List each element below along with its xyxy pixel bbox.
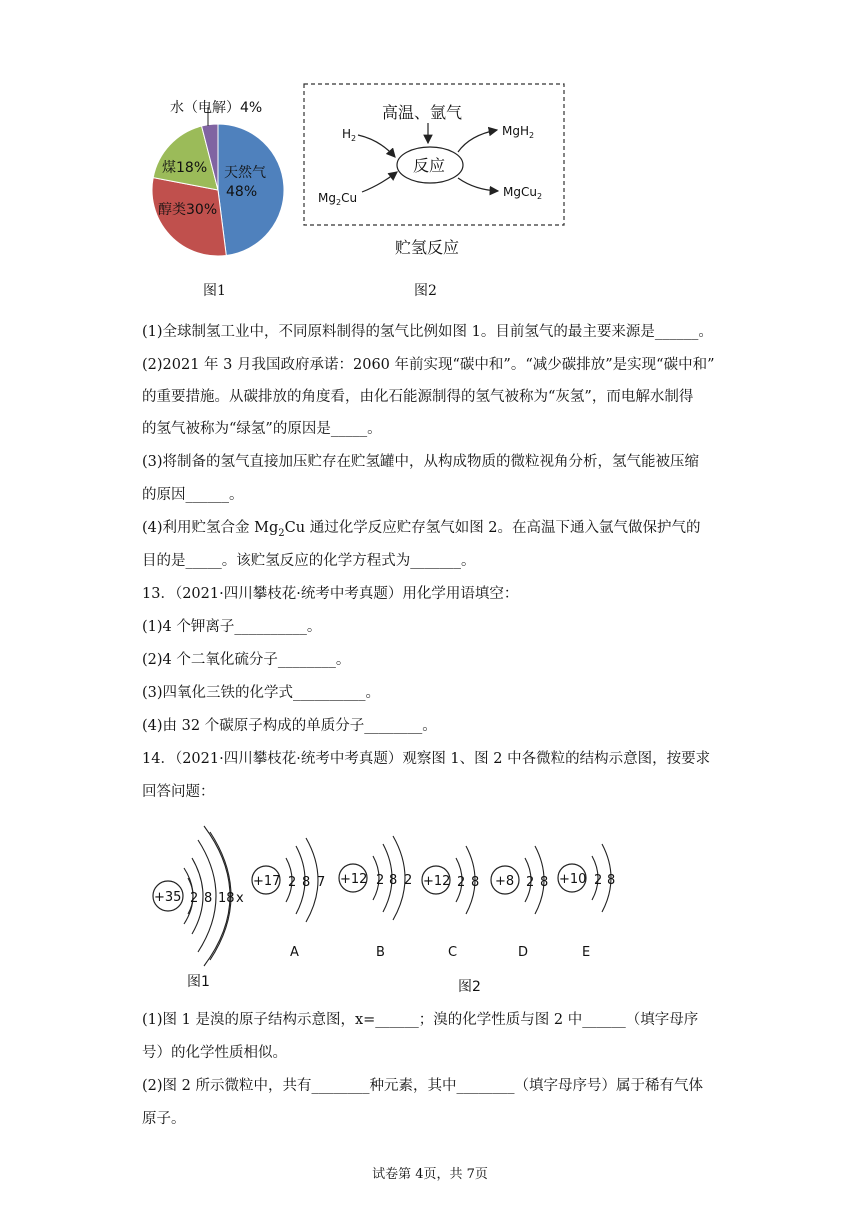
particle-d-diagram <box>491 846 548 960</box>
q12-part4-line1 <box>142 518 701 544</box>
particle-e-e2: 8 <box>607 873 616 888</box>
particle-d-e1: 2 <box>526 875 535 890</box>
particle-c-diagram <box>422 846 479 960</box>
pie-slices <box>152 124 284 256</box>
q13-part3: (3)四氧化三铁的化学式__________。 <box>142 685 381 701</box>
q13-part1: (1)4 个钾离子__________。 <box>142 619 322 635</box>
pie-label-water: 水（电解）4% <box>170 100 263 116</box>
particle-a-letter: A <box>290 945 299 960</box>
reaction-condition: 高温、氩气 <box>382 103 463 122</box>
figure1-caption: 图1 <box>203 283 226 299</box>
particle-d-e2: 8 <box>540 875 549 890</box>
particle-b-e1: 2 <box>376 873 385 888</box>
particle-b-diagram <box>339 836 412 960</box>
q12-part3-line2: 的原因______。 <box>142 487 244 503</box>
bromine-shell-e3: 18 <box>218 891 235 906</box>
bromine-atom-diagram <box>153 826 244 966</box>
q14-figure1-caption: 图1 <box>187 974 210 990</box>
q13-part2: (2)4 个二氧化硫分子________。 <box>142 652 351 668</box>
q14-figure2-caption: 图2 <box>458 979 481 995</box>
product-mgcu2: MgCu$_2$ <box>503 185 543 201</box>
product-mgh2: MgH$_2$ <box>502 124 535 140</box>
particle-c-charge: +12 <box>423 874 451 889</box>
pie-label-gas-name: 天然气 <box>224 165 266 181</box>
q14-atomic-structure-figure <box>140 818 640 998</box>
particle-b-e2: 8 <box>389 873 398 888</box>
particle-b-e3: 2 <box>404 873 413 888</box>
reactant-mg2cu: $Mg_2Cu$ <box>318 191 358 207</box>
particle-a-e3: 7 <box>317 875 326 890</box>
q12-part2-line3: 的氢气被称为“绿氢”的原因是_____。 <box>142 421 382 437</box>
particle-c-e2: 8 <box>471 875 480 890</box>
q12-p4-sub: 2 <box>278 527 285 539</box>
q12-part2-line1: (2)2021 年 3 月我国政府承诺：2060 年前实现“碳中和”。“减少碳排放”是实现“碳中和” <box>142 357 715 373</box>
pie-label-gas-pct: 48% <box>226 184 258 200</box>
q12-part3-line1: (3)将制备的氢气直接加压贮存在贮氢罐中，从构成物质的微粒视角分析，氢气能被压缩 <box>142 454 700 470</box>
reactant-h2: $H_2$ <box>342 127 357 143</box>
q12-part4-line2: 目的是_____。该贮氢反应的化学方程式为_______。 <box>142 553 476 569</box>
particle-a-diagram <box>252 838 325 960</box>
particle-a-charge: +17 <box>253 874 281 889</box>
q13-part4: (4)由 32 个碳原子构成的单质分子________。 <box>142 718 437 734</box>
q14-part1-line2: 号）的化学性质相似。 <box>142 1045 287 1061</box>
q14-title-line1: 14．（2021·四川攀枝花·统考中考真题）观察图 1、图 2 中各微粒的结构示意图，按要求 <box>142 751 711 767</box>
particle-d-letter: D <box>518 945 529 960</box>
bromine-shell-e4: x <box>236 891 244 906</box>
particle-c-letter: C <box>448 945 458 960</box>
q12-p4-b: Cu 通过化学反应贮存氢气如图 2。在高温下通入氩气做保护气的 <box>284 520 701 536</box>
particle-b-charge: +12 <box>340 872 368 887</box>
particle-a-e2: 8 <box>302 875 311 890</box>
particle-b-letter: B <box>376 945 385 960</box>
particle-e-e1: 2 <box>594 873 603 888</box>
particle-e-diagram <box>558 844 615 960</box>
h2-arrow <box>358 135 395 157</box>
bromine-shell-e2: 8 <box>204 891 213 906</box>
reaction-center-label: 反应 <box>413 156 446 175</box>
particle-c-e1: 2 <box>457 875 466 890</box>
q12-p4-a: (4)利用贮氢合金 Mg <box>142 520 279 536</box>
mgh2-arrow <box>458 130 497 152</box>
q14-part2-line1: (2)图 2 所示微粒中，共有________种元素，其中________（填字母序号）属于稀有气体 <box>142 1078 703 1094</box>
q14-part2-line2: 原子。 <box>142 1111 186 1127</box>
pie-label-coal: 煤18% <box>162 160 208 176</box>
q12-part2-line2: 的重要措施。从碳排放的角度看，由化石能源制得的氢气被称为“灰氢”，而电解水制得 <box>142 389 694 405</box>
mg2cu-arrow <box>362 172 397 192</box>
bromine-shell-e1: 2 <box>190 891 199 906</box>
particle-e-letter: E <box>582 945 591 960</box>
q14-title-line2: 回答问题： <box>142 784 215 800</box>
figure2-reaction-diagram <box>300 80 570 265</box>
bromine-nucleus-charge: +35 <box>154 890 182 905</box>
q12-part1: (1)全球制氢工业中，不同原料制得的氢气比例如图 1。目前氢气的最主要来源是______。 <box>142 324 713 340</box>
q13-title: 13．（2021·四川攀枝花·统考中考真题）用化学用语填空： <box>142 586 519 602</box>
particle-a-e1: 2 <box>288 875 297 890</box>
page-footer: 试卷第 4页，共 7页 <box>372 1167 488 1182</box>
q14-part1-line1: (1)图 1 是溴的原子结构示意图，x=______；溴的化学性质与图 2 中______（填字母序 <box>142 1012 699 1028</box>
figure2-caption: 图2 <box>414 283 437 299</box>
pie-label-alcohol: 醇类30% <box>158 202 218 218</box>
particle-e-charge: +10 <box>559 872 587 887</box>
figure2-title: 贮氢反应 <box>395 238 460 257</box>
particle-d-charge: +8 <box>495 874 515 889</box>
figure1-pie-chart <box>140 92 300 267</box>
mgcu2-arrow <box>458 178 498 191</box>
